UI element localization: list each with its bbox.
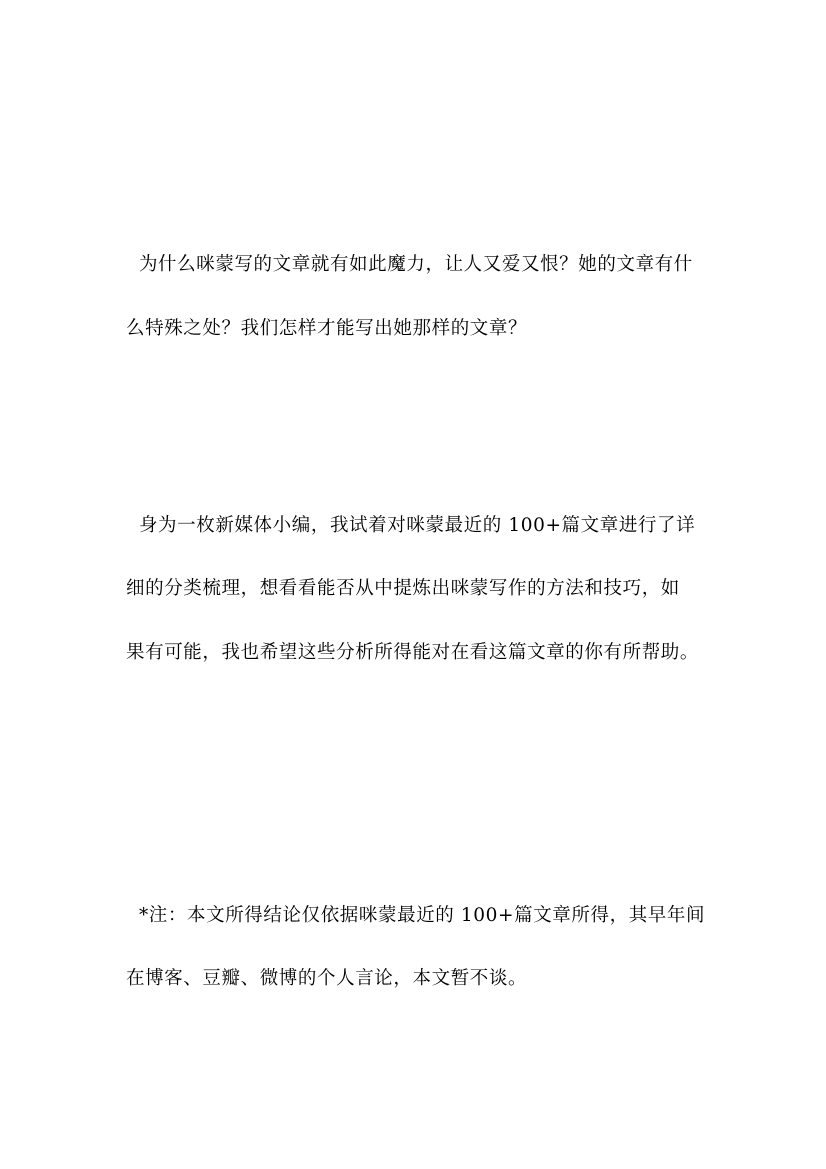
paragraph-2-line-3: 果有可能，我也希望这些分析所得能对在看这篇文章的你有所帮助。: [126, 642, 700, 663]
note-line-1: *注：本文所得结论仅依据咪蒙最近的 100+篇文章所得，其早年间: [126, 905, 706, 926]
paragraph-1-line-1: 为什么咪蒙写的文章就有如此魔力，让人又爱又恨？她的文章有什: [126, 254, 693, 275]
paragraph-1-line-2: 么特殊之处？我们怎样才能写出她那样的文章？: [126, 318, 528, 339]
paragraph-2-line-2: 细的分类梳理，想看看能否从中提炼出咪蒙写作的方法和技巧，如: [126, 578, 680, 599]
paragraph-2-line-1: 身为一枚新媒体小编，我试着对咪蒙最近的 100+篇文章进行了详: [126, 515, 696, 536]
note-line-2: 在博客、豆瓣、微博的个人言论，本文暂不谈。: [126, 968, 528, 989]
